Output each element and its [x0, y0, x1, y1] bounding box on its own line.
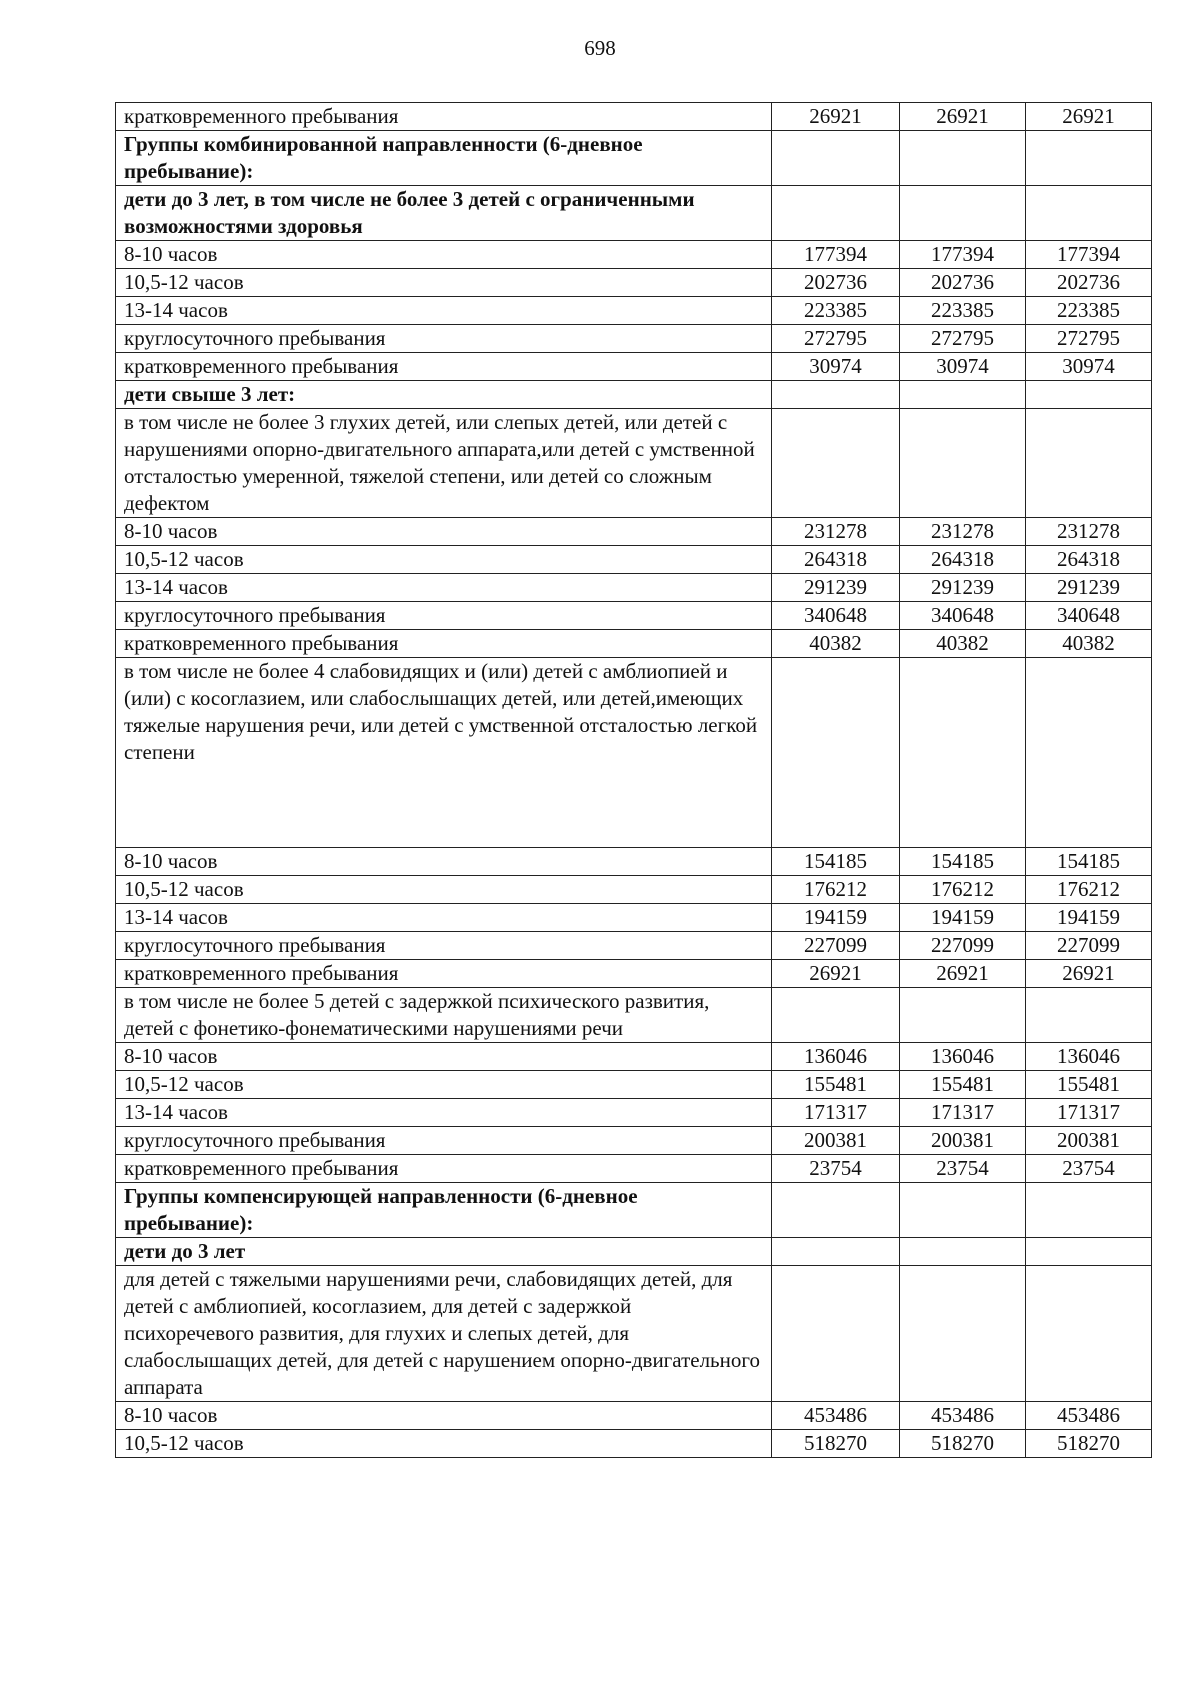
- row-label: 10,5-12 часов: [116, 269, 772, 297]
- value-cell-3: 26921: [1026, 960, 1152, 988]
- table-row: [116, 409, 1152, 518]
- value-cell-2: [900, 1238, 1026, 1266]
- table-row: [116, 1043, 1152, 1071]
- row-label: 13-14 часов: [116, 1099, 772, 1127]
- value-cell-1: 177394: [772, 241, 900, 269]
- value-cell-2: 136046: [900, 1043, 1026, 1071]
- row-label: дети до 3 лет: [116, 1238, 772, 1266]
- table-row: [116, 518, 1152, 546]
- value-cell-1: 30974: [772, 353, 900, 381]
- table-row: [116, 1099, 1152, 1127]
- table-row: [116, 269, 1152, 297]
- value-cell-2: [900, 658, 1026, 848]
- value-cell-2: 26921: [900, 103, 1026, 131]
- table-row: [116, 574, 1152, 602]
- value-cell-3: 154185: [1026, 848, 1152, 876]
- row-label: круглосуточного пребывания: [116, 325, 772, 353]
- row-label: 13-14 часов: [116, 297, 772, 325]
- row-label: круглосуточного пребывания: [116, 602, 772, 630]
- row-label: 10,5-12 часов: [116, 1430, 772, 1458]
- value-cell-1: 231278: [772, 518, 900, 546]
- value-cell-3: [1026, 409, 1152, 518]
- value-cell-2: 231278: [900, 518, 1026, 546]
- value-cell-2: [900, 1266, 1026, 1402]
- value-cell-2: [900, 186, 1026, 241]
- value-cell-3: [1026, 131, 1152, 186]
- value-cell-1: 291239: [772, 574, 900, 602]
- value-cell-2: 194159: [900, 904, 1026, 932]
- table-row: [116, 1266, 1152, 1402]
- value-cell-1: [772, 988, 900, 1043]
- value-cell-3: 227099: [1026, 932, 1152, 960]
- row-label: дети до 3 лет, в том числе не более 3 детей с ограниченными возможностями здоровья: [116, 186, 772, 241]
- row-label: кратковременного пребывания: [116, 1155, 772, 1183]
- value-cell-3: [1026, 1183, 1152, 1238]
- value-cell-3: 518270: [1026, 1430, 1152, 1458]
- value-cell-1: 194159: [772, 904, 900, 932]
- row-label: 10,5-12 часов: [116, 1071, 772, 1099]
- row-label: в том числе не более 4 слабовидящих и (или) детей с амблиопией и (или) с косоглазием, или слабослышащих детей, или детей,имеющих тяжелые нарушения речи, или детей с умственной отсталостью легкой степени: [116, 658, 772, 848]
- row-label: кратковременного пребывания: [116, 960, 772, 988]
- value-cell-2: 453486: [900, 1402, 1026, 1430]
- value-cell-1: 26921: [772, 960, 900, 988]
- value-cell-2: 155481: [900, 1071, 1026, 1099]
- row-label: 8-10 часов: [116, 1402, 772, 1430]
- value-cell-1: 453486: [772, 1402, 900, 1430]
- table-row: [116, 1430, 1152, 1458]
- value-cell-3: 291239: [1026, 574, 1152, 602]
- value-cell-2: 171317: [900, 1099, 1026, 1127]
- row-label: 10,5-12 часов: [116, 546, 772, 574]
- value-cell-1: [772, 381, 900, 409]
- value-cell-3: 453486: [1026, 1402, 1152, 1430]
- row-label: для детей с тяжелыми нарушениями речи, слабовидящих детей, для детей с амблиопией, косоглазием, для детей с задержкой психоречевого развития, для глухих и слепых детей, для слабослышащих детей, для детей с нарушением опорно-двигательного аппарата: [116, 1266, 772, 1402]
- value-cell-1: [772, 658, 900, 848]
- tariff-table: [115, 102, 1152, 1458]
- value-cell-3: 171317: [1026, 1099, 1152, 1127]
- table-row: [116, 876, 1152, 904]
- value-cell-3: 136046: [1026, 1043, 1152, 1071]
- table-row: [116, 241, 1152, 269]
- value-cell-1: [772, 1238, 900, 1266]
- value-cell-3: 264318: [1026, 546, 1152, 574]
- row-label: кратковременного пребывания: [116, 103, 772, 131]
- value-cell-3: 177394: [1026, 241, 1152, 269]
- value-cell-3: 340648: [1026, 602, 1152, 630]
- table-row: [116, 546, 1152, 574]
- row-label: 8-10 часов: [116, 1043, 772, 1071]
- value-cell-3: 272795: [1026, 325, 1152, 353]
- value-cell-3: 231278: [1026, 518, 1152, 546]
- row-label: кратковременного пребывания: [116, 630, 772, 658]
- value-cell-2: 340648: [900, 602, 1026, 630]
- value-cell-1: 518270: [772, 1430, 900, 1458]
- row-label: Группы комбинированной направленности (6-дневное пребывание):: [116, 131, 772, 186]
- value-cell-2: 177394: [900, 241, 1026, 269]
- row-label: дети свыше 3 лет:: [116, 381, 772, 409]
- row-label: 8-10 часов: [116, 848, 772, 876]
- value-cell-3: [1026, 988, 1152, 1043]
- table-row: [116, 1155, 1152, 1183]
- value-cell-2: [900, 381, 1026, 409]
- table-row: [116, 988, 1152, 1043]
- row-label: 8-10 часов: [116, 241, 772, 269]
- value-cell-2: 202736: [900, 269, 1026, 297]
- table-row: [116, 1238, 1152, 1266]
- table-row: [116, 904, 1152, 932]
- row-label: 13-14 часов: [116, 904, 772, 932]
- value-cell-2: 227099: [900, 932, 1026, 960]
- row-label: кратковременного пребывания: [116, 353, 772, 381]
- value-cell-1: 176212: [772, 876, 900, 904]
- value-cell-1: 26921: [772, 103, 900, 131]
- value-cell-1: 40382: [772, 630, 900, 658]
- table-row: [116, 960, 1152, 988]
- row-label: в том числе не более 5 детей с задержкой психического развития, детей с фонетико-фонематическими нарушениями речи: [116, 988, 772, 1043]
- value-cell-2: 26921: [900, 960, 1026, 988]
- value-cell-2: 264318: [900, 546, 1026, 574]
- value-cell-2: 40382: [900, 630, 1026, 658]
- value-cell-1: 272795: [772, 325, 900, 353]
- table-row: [116, 186, 1152, 241]
- row-label: круглосуточного пребывания: [116, 932, 772, 960]
- row-label: в том числе не более 3 глухих детей, или слепых детей, или детей с нарушениями опорно-двигательного аппарата,или детей с умственной отсталостью умеренной, тяжелой степени, или детей со сложным дефектом: [116, 409, 772, 518]
- value-cell-3: [1026, 186, 1152, 241]
- value-cell-3: 202736: [1026, 269, 1152, 297]
- value-cell-2: 176212: [900, 876, 1026, 904]
- table-row: [116, 103, 1152, 131]
- value-cell-3: 26921: [1026, 103, 1152, 131]
- value-cell-2: [900, 988, 1026, 1043]
- row-label: 8-10 часов: [116, 518, 772, 546]
- value-cell-3: 194159: [1026, 904, 1152, 932]
- value-cell-1: 171317: [772, 1099, 900, 1127]
- table-row: [116, 131, 1152, 186]
- row-label: 10,5-12 часов: [116, 876, 772, 904]
- value-cell-1: 136046: [772, 1043, 900, 1071]
- value-cell-2: 518270: [900, 1430, 1026, 1458]
- value-cell-3: 176212: [1026, 876, 1152, 904]
- row-label: 13-14 часов: [116, 574, 772, 602]
- row-label: круглосуточного пребывания: [116, 1127, 772, 1155]
- tariff-table-body: [116, 103, 1152, 1458]
- value-cell-2: 272795: [900, 325, 1026, 353]
- value-cell-3: 30974: [1026, 353, 1152, 381]
- row-label: Группы компенсирующей направленности (6-дневное пребывание):: [116, 1183, 772, 1238]
- value-cell-2: [900, 1183, 1026, 1238]
- value-cell-2: 223385: [900, 297, 1026, 325]
- value-cell-1: [772, 1266, 900, 1402]
- table-row: [116, 932, 1152, 960]
- value-cell-1: 264318: [772, 546, 900, 574]
- value-cell-1: [772, 186, 900, 241]
- value-cell-1: 202736: [772, 269, 900, 297]
- table-row: [116, 630, 1152, 658]
- value-cell-3: 23754: [1026, 1155, 1152, 1183]
- table-row: [116, 353, 1152, 381]
- value-cell-1: 200381: [772, 1127, 900, 1155]
- value-cell-1: 223385: [772, 297, 900, 325]
- value-cell-2: 200381: [900, 1127, 1026, 1155]
- table-row: [116, 1183, 1152, 1238]
- value-cell-3: [1026, 1266, 1152, 1402]
- table-row: [116, 848, 1152, 876]
- value-cell-2: [900, 409, 1026, 518]
- value-cell-1: [772, 131, 900, 186]
- value-cell-2: 154185: [900, 848, 1026, 876]
- value-cell-3: [1026, 658, 1152, 848]
- value-cell-3: 155481: [1026, 1071, 1152, 1099]
- value-cell-3: 40382: [1026, 630, 1152, 658]
- table-row: [116, 1071, 1152, 1099]
- table-row: [116, 297, 1152, 325]
- value-cell-2: 30974: [900, 353, 1026, 381]
- value-cell-3: [1026, 1238, 1152, 1266]
- value-cell-1: 155481: [772, 1071, 900, 1099]
- table-row: [116, 1127, 1152, 1155]
- value-cell-1: 227099: [772, 932, 900, 960]
- table-row: [116, 1402, 1152, 1430]
- table-row: [116, 658, 1152, 848]
- value-cell-1: 154185: [772, 848, 900, 876]
- table-row: [116, 325, 1152, 353]
- value-cell-1: [772, 409, 900, 518]
- value-cell-1: 340648: [772, 602, 900, 630]
- value-cell-1: [772, 1183, 900, 1238]
- value-cell-2: 291239: [900, 574, 1026, 602]
- value-cell-3: [1026, 381, 1152, 409]
- value-cell-2: 23754: [900, 1155, 1026, 1183]
- value-cell-1: 23754: [772, 1155, 900, 1183]
- page-number: 698: [584, 36, 616, 60]
- value-cell-3: 223385: [1026, 297, 1152, 325]
- table-row: [116, 381, 1152, 409]
- value-cell-3: 200381: [1026, 1127, 1152, 1155]
- value-cell-2: [900, 131, 1026, 186]
- table-row: [116, 602, 1152, 630]
